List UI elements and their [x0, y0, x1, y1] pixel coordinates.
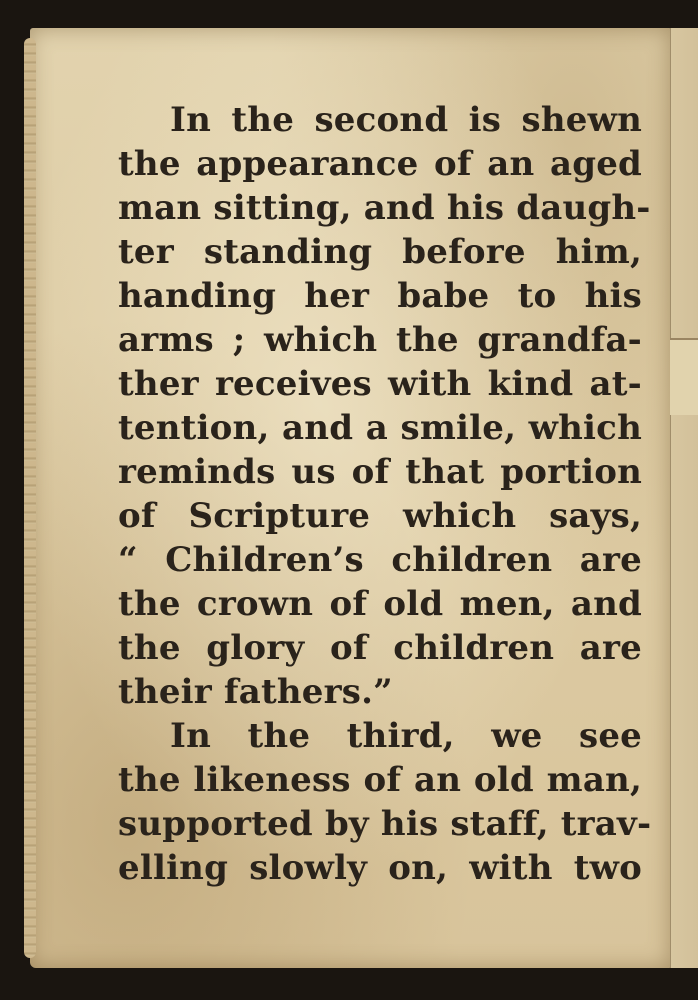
text-line: In the third, we see: [170, 716, 642, 756]
text-line: tention, and a smile, which: [118, 408, 642, 448]
text-line: ther receives with kind at-: [118, 364, 642, 404]
text-line: “ Children’s children are: [118, 540, 642, 580]
text-line: supported by his staff, trav-: [118, 804, 652, 844]
page-text: [118, 98, 652, 890]
text-line: handing her babe to his: [118, 276, 642, 316]
text-line: reminds us of that portion: [118, 452, 642, 492]
text-line: the appearance of an aged: [118, 144, 642, 184]
text-line: man sitting, and his daugh-: [118, 188, 651, 228]
text-line: elling slowly on, with two: [118, 848, 642, 888]
text-line: In the second is shewn: [170, 100, 642, 140]
book-page: [30, 28, 670, 968]
text-line: the likeness of an old man,: [118, 760, 642, 800]
text-line: ter standing before him,: [118, 232, 642, 272]
text-line: of Scripture which says,: [118, 496, 642, 536]
text-line: their fathers.”: [118, 672, 393, 712]
text-line: the crown of old men, and: [118, 584, 642, 624]
text-line: arms ; which the grandfa-: [118, 320, 642, 360]
text-line: the glory of children are: [118, 628, 642, 668]
